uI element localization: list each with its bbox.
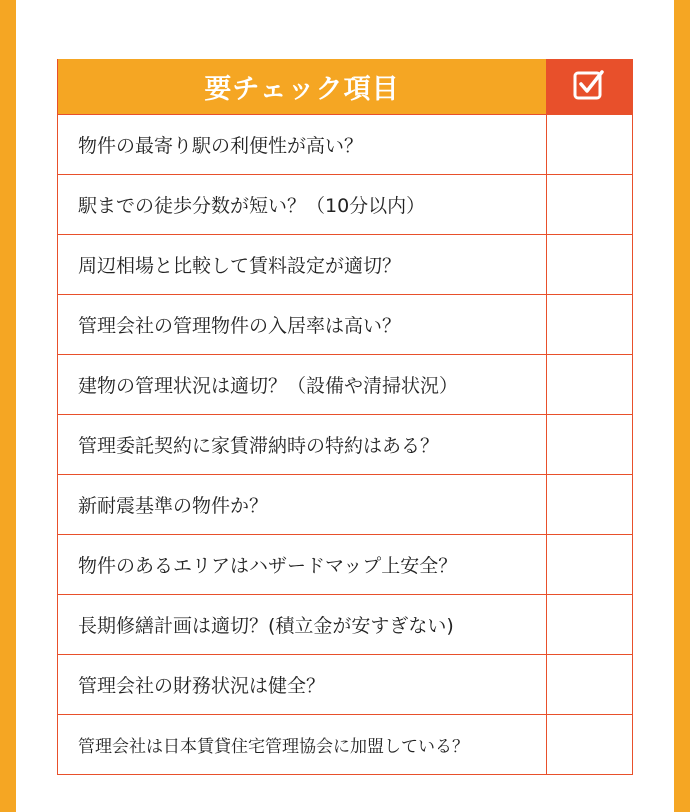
checklist-row [58,594,632,654]
item-checkbox[interactable] [546,415,632,474]
item-checkbox[interactable] [546,355,632,414]
item-label: 管理会社は日本賃貸住宅管理協会に加盟している？ [78,737,469,757]
item-label: 建物の管理状況は適切？（設備や清掃状況） [78,375,459,397]
item-label: 周辺相場と比較して賃料設定が適切？ [78,255,402,277]
left-frame-border [0,0,16,812]
item-checkbox[interactable] [546,475,632,534]
checklist-table [57,59,633,775]
checklist-row [58,714,632,774]
checklist-row [58,234,632,294]
item-checkbox[interactable] [546,175,632,234]
header-check-cell [546,59,632,114]
checklist-row [58,414,632,474]
item-checkbox[interactable] [546,295,632,354]
item-label: 管理会社の管理物件の入居率は高い？ [78,315,402,337]
checklist-row [58,354,632,414]
checklist-header [58,59,632,114]
item-label: 長期修繕計画は適切？(積立金が安すぎない) [78,615,454,637]
item-checkbox[interactable] [546,595,632,654]
item-label: 物件のあるエリアはハザードマップ上安全？ [78,555,458,577]
item-checkbox[interactable] [546,115,632,174]
checklist-row [58,534,632,594]
item-checkbox[interactable] [546,715,632,774]
checklist-row [58,114,632,174]
checklist-row [58,294,632,354]
right-frame-border [674,0,690,812]
item-checkbox[interactable] [546,535,632,594]
item-label: 新耐震基準の物件か？ [78,495,269,517]
item-checkbox[interactable] [546,655,632,714]
item-label: 管理会社の財務状況は健全？ [78,675,326,697]
item-label: 物件の最寄り駅の利便性が高い？ [78,135,364,157]
item-label: 管理委託契約に家賃滞納時の特約はある？ [78,435,440,457]
checkbox-checked-icon [572,68,606,106]
item-checkbox[interactable] [546,235,632,294]
checklist-row [58,654,632,714]
header-title: 要チェック項目 [58,59,546,114]
checklist-row [58,474,632,534]
item-label: 駅までの徒歩分数が短い？（10分以内） [78,195,426,217]
checklist-row [58,174,632,234]
